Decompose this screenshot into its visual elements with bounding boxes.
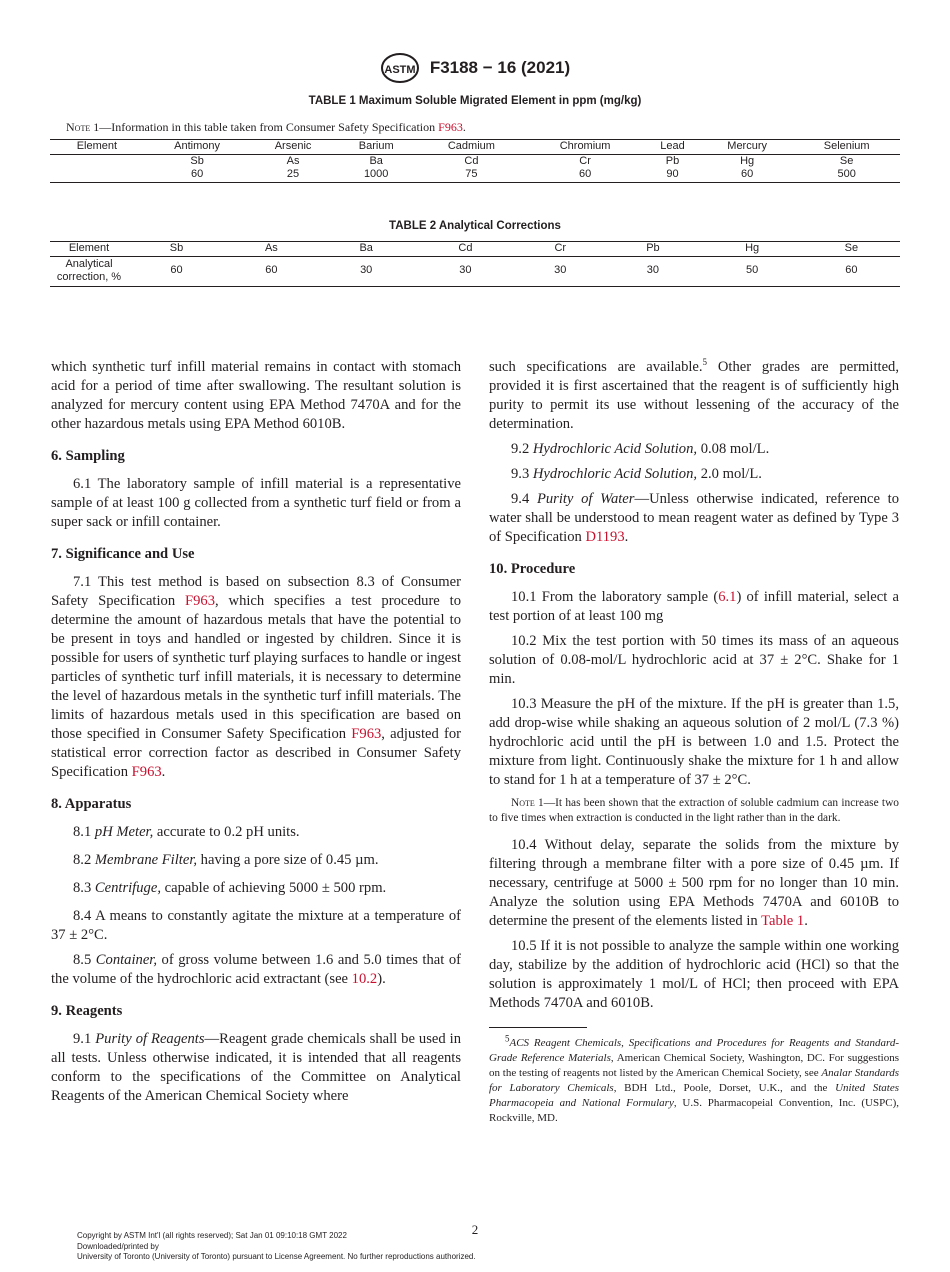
table1-value-cell: 1000	[363, 168, 389, 180]
para-8-1: 8.1 pH Meter, accurate to 0.2 pH units.	[73, 824, 300, 840]
page-header	[0, 52, 950, 84]
table1-value-cell: 75	[465, 168, 478, 180]
table2-value-cell: 30	[646, 264, 660, 277]
link-f963[interactable]: F963	[185, 593, 216, 609]
table1-value-cell: 60	[190, 168, 204, 180]
footnote-divider	[489, 1027, 587, 1028]
page-number: 2	[471, 1222, 479, 1237]
table1-value-cell: 25	[286, 168, 300, 180]
procedure-note: Note 1—It has been shown that the extraction of soluble cadmium can increase two to five times when extraction is conducted in the light rather than in the dark.	[489, 797, 899, 824]
table2-value-cell: 50	[746, 264, 759, 277]
para-9-4: 9.4 Purity of Water—Unless otherwise indicated, reference to water shall be understood to mean reagent water as defined by Type 3 of Specification D1193.	[489, 491, 900, 545]
section-9-heading: 9. Reagents	[51, 1003, 123, 1019]
para-9-2: 9.2 Hydrochloric Acid Solution, 0.08 mol/L.	[511, 441, 770, 457]
table2-header-cell: Hg	[701, 242, 802, 257]
para-10-4: 10.4 Without delay, separate the solids from the mixture by filtering through a membrane filter with a pore size of 0.45 µm. If necessary, centrifuge at 5000 ± 500 rpm for no longer than 10 min. Analyze the solution using EPA Methods 7470A and 6010B to determine the present of the elements listed in Table 1.	[489, 837, 899, 929]
para-9-3: 9.3 Hydrochloric Acid Solution, 2.0 mol/L.	[511, 466, 762, 482]
table2-header-cell: Se	[803, 242, 900, 257]
table1-value-row	[50, 168, 900, 182]
table2-header-row	[50, 242, 900, 257]
para-6-1: 6.1 The laboratory sample of infill material is a representative sample of at least 100 g collected from a synthetic turf field or from a super sack or infill container.	[51, 476, 461, 530]
table1-note-num: 1	[93, 120, 100, 134]
table1-header-cell: Arsenic	[250, 140, 335, 155]
table1-symbol-cell: Ba	[369, 154, 383, 167]
table1-symbol-cell: As	[286, 154, 300, 167]
document-designation: F3188 − 16 (2021)	[429, 58, 571, 77]
para-10-5: 10.5 If it is not possible to analyze the sample within one working day, stabilize by the addition of hydrochloric acid (HCl) so that the solution is approximately 1 mol/L of HCl; then proceed with EPA Methods 7470A and 6010B.	[489, 938, 899, 1011]
link-6-1[interactable]: 6.1	[718, 589, 737, 605]
table1-value-cell: 500	[837, 168, 856, 180]
left-column	[51, 358, 461, 1112]
table1-header-cell: Antimony	[144, 140, 251, 155]
section-6-heading: 6. Sampling	[51, 448, 125, 464]
footnote-ref: 5	[702, 357, 708, 368]
table2-header-cell: Sb	[128, 242, 225, 257]
table1-value-cell	[50, 168, 144, 182]
table2-value-cell: 60	[845, 264, 858, 277]
table2-value-cell: 60	[170, 264, 183, 277]
para-7-1: 7.1 This test method is based on subsection 8.3 of Consumer Safety Specification F963, which specifies a test procedure to determine the amount of hazardous metals that have the potential to be present in toys and handled or ingested by children. Since it is possible for users of synthetic turf playing surfaces to handle or ingest particles of synthetic turf infill materials, it is necessary to determine the level of hazardous metals in the synthetic turf infill materials. The limits of hazardous metals used in this specification are based on those specified in Consumer Safety Specification F963, adjusted for statistical error correction factor as described in Consumer Safety Specification F963.	[51, 574, 461, 780]
table2-header-cell: Cd	[415, 242, 516, 257]
link-f963[interactable]: F963	[351, 726, 382, 742]
para-10-2: 10.2 Mix the test portion with 50 times its mass of an aqueous solution of 0.08-mol/L hydrochloric acid at 37 ± 2°C. Shake for 1 min.	[489, 633, 899, 687]
table1-symbol-cell: Hg	[740, 154, 755, 167]
copyright-notice: Copyright by ASTM Int'l (all rights reserved); Sat Jan 01 09:10:18 GMT 2022 Downloaded/printed by University of Toronto (University of Toronto) pursuant to License Agreement. No further reproductions authorized.	[77, 1231, 476, 1261]
astm-logo-icon	[380, 52, 420, 84]
table1-symbol-row	[50, 154, 900, 168]
table1-header-cell: Chromium	[526, 140, 644, 155]
table2-value-cell: 30	[459, 264, 472, 277]
table1-symbol-cell: Pb	[665, 154, 680, 167]
table2	[50, 241, 900, 287]
astm-logo-text: ASTM	[384, 64, 416, 76]
link-table-1[interactable]: Table 1	[761, 913, 805, 929]
table1-symbol-cell: Cr	[579, 154, 591, 167]
table2-value-cell: 60	[265, 264, 278, 277]
table1-value-cell: 60	[578, 168, 592, 180]
table1-header-cell: Selenium	[793, 140, 900, 155]
footnote-5: $^5$ACS Reagent Chemicals, Specifications and Procedures for Reagents and Standard-Grade Reference Materials, American Chemical Society, Washington, DC. For suggestions on the testing of reagents not listed by the American Chemical Society, see Analar Standards for Laboratory Chemicals, BDH Ltd., Poole, Dorset, U.K., and the United States Pharmacopeia and National Formulary, U.S. Pharmacopeial Convention, Inc. (USPC), Rockville, MD.	[489, 1033, 899, 1124]
para-9-1-continued: such specifications are available.$^5$ Other grades are permitted, provided it is first ascertained that the reagent is of sufficiently high purity to permit its use without lessening of the accuracy of the determination.	[489, 357, 899, 432]
table1-header-cell: Cadmium	[417, 140, 526, 155]
table1-header-cell: Barium	[336, 140, 417, 155]
table2-header-cell: As	[225, 242, 318, 257]
table1-symbol-cell	[50, 154, 144, 168]
section-8-heading: 8. Apparatus	[51, 796, 132, 812]
para-8-2: 8.2 Membrane Filter, having a pore size of 0.45 µm.	[73, 852, 379, 868]
table1-value-cell: 90	[666, 168, 679, 180]
table1-note-link[interactable]: F963	[438, 120, 463, 134]
table2-caption: TABLE 2 Analytical Corrections	[389, 220, 561, 232]
table2-header-cell: Cr	[516, 242, 604, 257]
table1-header-cell: Mercury	[701, 140, 793, 155]
table1	[50, 139, 900, 183]
table1-header-cell: Lead	[644, 140, 701, 155]
para-10-3: 10.3 Measure the pH of the mixture. If the pH is greater than 1.5, add drop-wise while shaking an aqueous solution of 2 mol/L (7.3 %) hydrochloric acid until the pH is between 1.0 and 1.5. Protect the mixture from light. Continuously shake the mixture for 1 h and allow to stand for 1 h at a temperature of 37 ± 2°C.	[489, 696, 899, 788]
para-8-5: 8.5 Container, of gross volume between 1.6 and 5.0 times that of the volume of the hydrochloric acid extractant (see 10.2).	[51, 952, 462, 987]
right-column	[489, 358, 899, 1132]
table1-symbol-cell: Cd	[464, 154, 479, 167]
table1-header-cell: Element	[50, 140, 144, 155]
table2-header-cell: Ba	[318, 242, 415, 257]
table2-row-label: Analytical correction, %	[56, 257, 122, 283]
table1-symbol-cell: Se	[839, 154, 854, 167]
table2-value-cell: 30	[360, 264, 373, 277]
table1-header-row	[50, 140, 900, 155]
link-d1193[interactable]: D1193	[585, 529, 625, 545]
table2-header-cell: Pb	[604, 242, 701, 257]
para-8-4: 8.4 A means to constantly agitate the mixture at a temperature of 37 ± 2°C.	[51, 908, 461, 943]
para-8-3: 8.3 Centrifuge, capable of achieving 5000 ± 500 rpm.	[73, 880, 387, 896]
table1-value-cell: 60	[741, 168, 754, 180]
section-7-heading: 7. Significance and Use	[51, 546, 195, 562]
table1-note-text: —Information in this table taken from Consumer Safety Specification	[99, 120, 439, 134]
table2-header-cell: Element	[50, 242, 128, 257]
table1-note: Note 1—Information in this table taken from Consumer Safety Specification F963.	[66, 120, 466, 134]
table1-caption: TABLE 1 Maximum Soluble Migrated Element in ppm (mg/kg)	[308, 95, 642, 107]
para-9-1: 9.1 Purity of Reagents—Reagent grade chemicals shall be used in all tests. Unless otherwise indicated, it is intended that all reagents conform to the specifications of the Committee on Analytical Reagents of the American Chemical Society where	[51, 1031, 462, 1104]
table2-value-row	[50, 256, 900, 286]
para-10-1: 10.1 From the laboratory sample (6.1) of infill material, select a test portion of at least 100 mg	[489, 589, 899, 624]
table1-symbol-cell: Sb	[190, 154, 204, 167]
table2-value-cell: 30	[554, 264, 567, 277]
link-f963[interactable]: F963	[131, 764, 162, 780]
intro-paragraph: which synthetic turf infill material remains in contact with stomach acid for a period of time after swallowing. The resultant solution is analyzed for mercury content using EPA Method 7470A and for the other hazardous metals using EPA Method 6010B.	[51, 359, 461, 432]
table1-note-label: Note	[66, 120, 91, 134]
section-10-heading: 10. Procedure	[489, 561, 576, 577]
link-10-2[interactable]: 10.2	[351, 971, 378, 987]
